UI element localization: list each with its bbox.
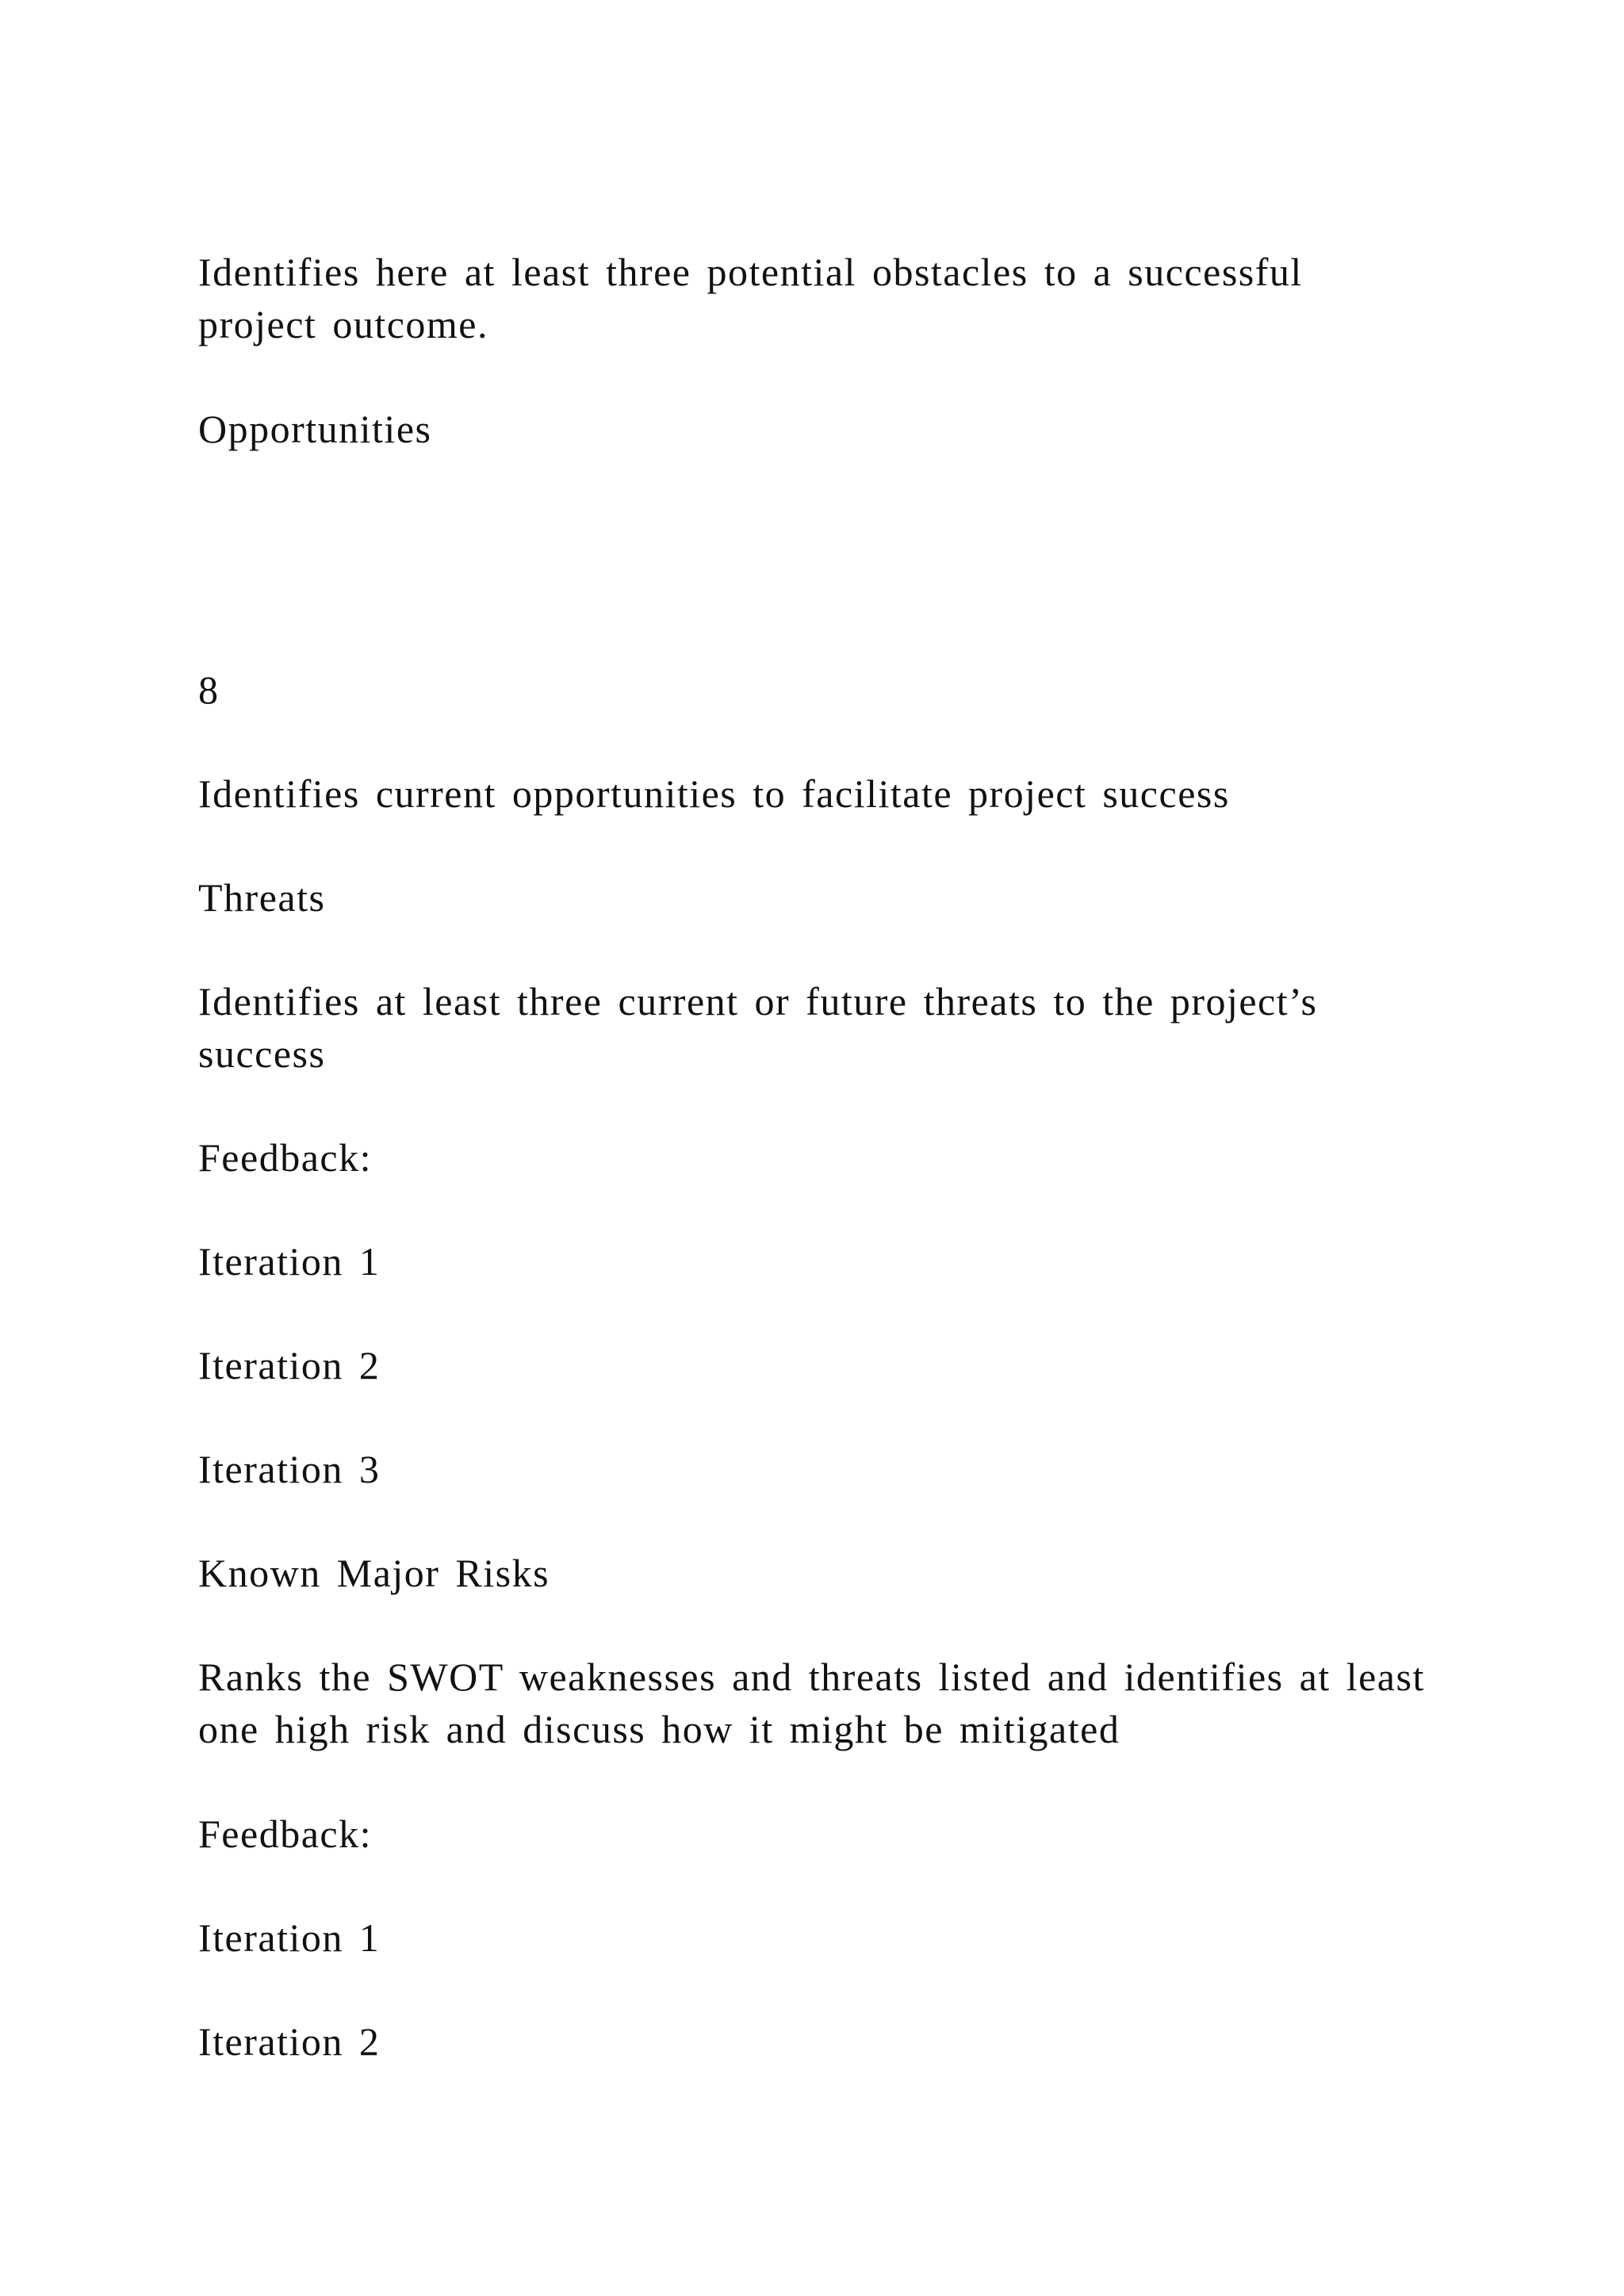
label-feedback-2: Feedback: — [198, 1812, 372, 1856]
iteration-1-b: Iteration 1 — [198, 1915, 381, 1960]
paragraph-threats: Identifies at least three current or future threats to the project’s success — [198, 979, 1318, 1076]
iteration-2-a: Iteration 2 — [198, 1343, 381, 1387]
heading-threats: Threats — [198, 875, 326, 920]
heading-opportunities: Opportunities — [198, 407, 432, 451]
heading-known-major-risks: Known Major Risks — [198, 1551, 550, 1595]
paragraph-risks: Ranks the SWOT weaknesses and threats listed and identifies at least one high risk and discuss how it might be mitigated — [198, 1655, 1425, 1751]
iteration-3-a: Iteration 3 — [198, 1447, 381, 1491]
page-number: 8 — [198, 668, 220, 712]
iteration-2-b: Iteration 2 — [198, 2019, 381, 2064]
label-feedback-1: Feedback: — [198, 1135, 372, 1180]
iteration-1-a: Iteration 1 — [198, 1239, 381, 1284]
paragraph-obstacles: Identifies here at least three potential obstacles to a successful project outcome. — [198, 250, 1303, 346]
paragraph-opportunities: Identifies current opportunities to facilitate project success — [198, 771, 1230, 816]
